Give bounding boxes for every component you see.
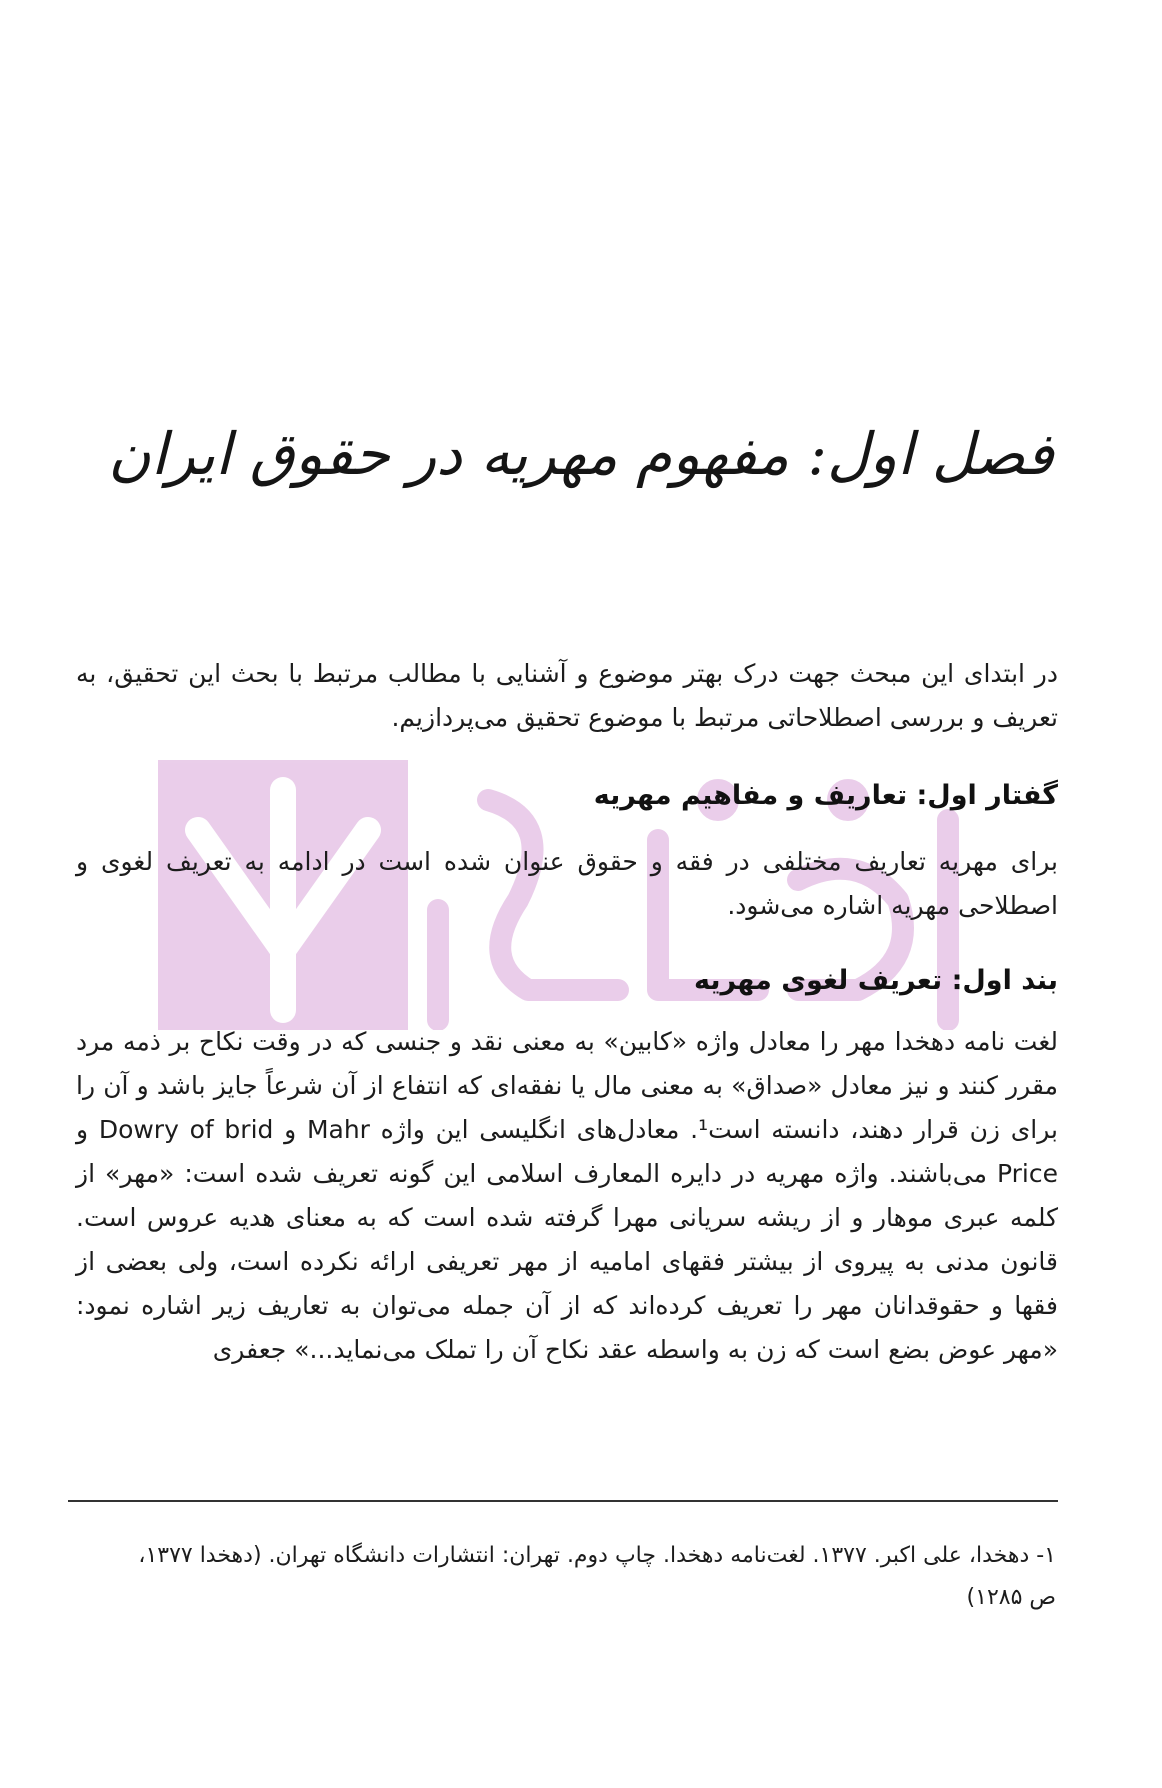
chapter-title: فصل اول: مفهوم مهریه در حقوق ایران — [108, 420, 1054, 488]
footnote — [76, 1535, 1056, 1619]
footnote-text: ۱- دهخدا، علی اکبر. ۱۳۷۷. لغت‌نامه دهخدا. چاپ دوم. تهران: انتشارات دانشگاه تهران. (دهخدا ۱۳۷۷، — [138, 1543, 1056, 1568]
definitions-paragraph: برای مهریه تعاریف مختلفی در فقه و حقوق عنوان شده است در ادامه به تعریف لغوی و اصطلاحی مهریه اشاره می‌شود. — [76, 847, 1058, 920]
footnote-divider — [68, 1500, 1058, 1502]
section-heading-definitions: گفتار اول: تعاریف و مفاهیم مهریه — [593, 780, 1058, 811]
footnote-continuation: ص ۱۲۸۵) — [966, 1585, 1056, 1610]
lexical-paragraph: لغت نامه دهخدا مهر را معادل واژه «کابین» به معنی نقد و جنسی که در وقت نکاح بر ذمه مرد مقرر کنند و نیز معادل «صداق» به معنی مال یا نفقه‌ای که انتفاع از آن شرعاً جایز باشد و آن را برای زن قرار دهند، دانسته است¹. معادل‌های انگلیسی این واژه Mahr و Dowry of brid و Price می‌باشند. واژه مهریه در دایره المعارف اسلامی این گونه تعریف شده است: «مهر» از کلمه عبری موهار و از ریشه سریانی مهرا گرفته شده است که به معنای هدیه عروس است. قانون مدنی به پیروی از بیشتر فقهای امامیه از مهر تعریفی ارائه نکرده است، ولی بعضی از فقها و حقوقدانان مهر را تعریف کرده‌اند که از آن جمله می‌توان به تعاریف زیر اشاره نمود: «مهر عوض بضع است که زن به واسطه عقد نکاح آن را تملک می‌نماید...» جعفری — [76, 1027, 1058, 1364]
intro-paragraph: در ابتدای این مبحث جهت درک بهتر موضوع و آشنایی با مطالب مرتبط با بحث این تحقیق، به تعریف و بررسی اصطلاحاتی مرتبط با موضوع تحقیق می‌پردازیم. — [76, 659, 1058, 732]
section-heading-lexical: بند اول: تعریف لغوی مهریه — [694, 965, 1058, 996]
